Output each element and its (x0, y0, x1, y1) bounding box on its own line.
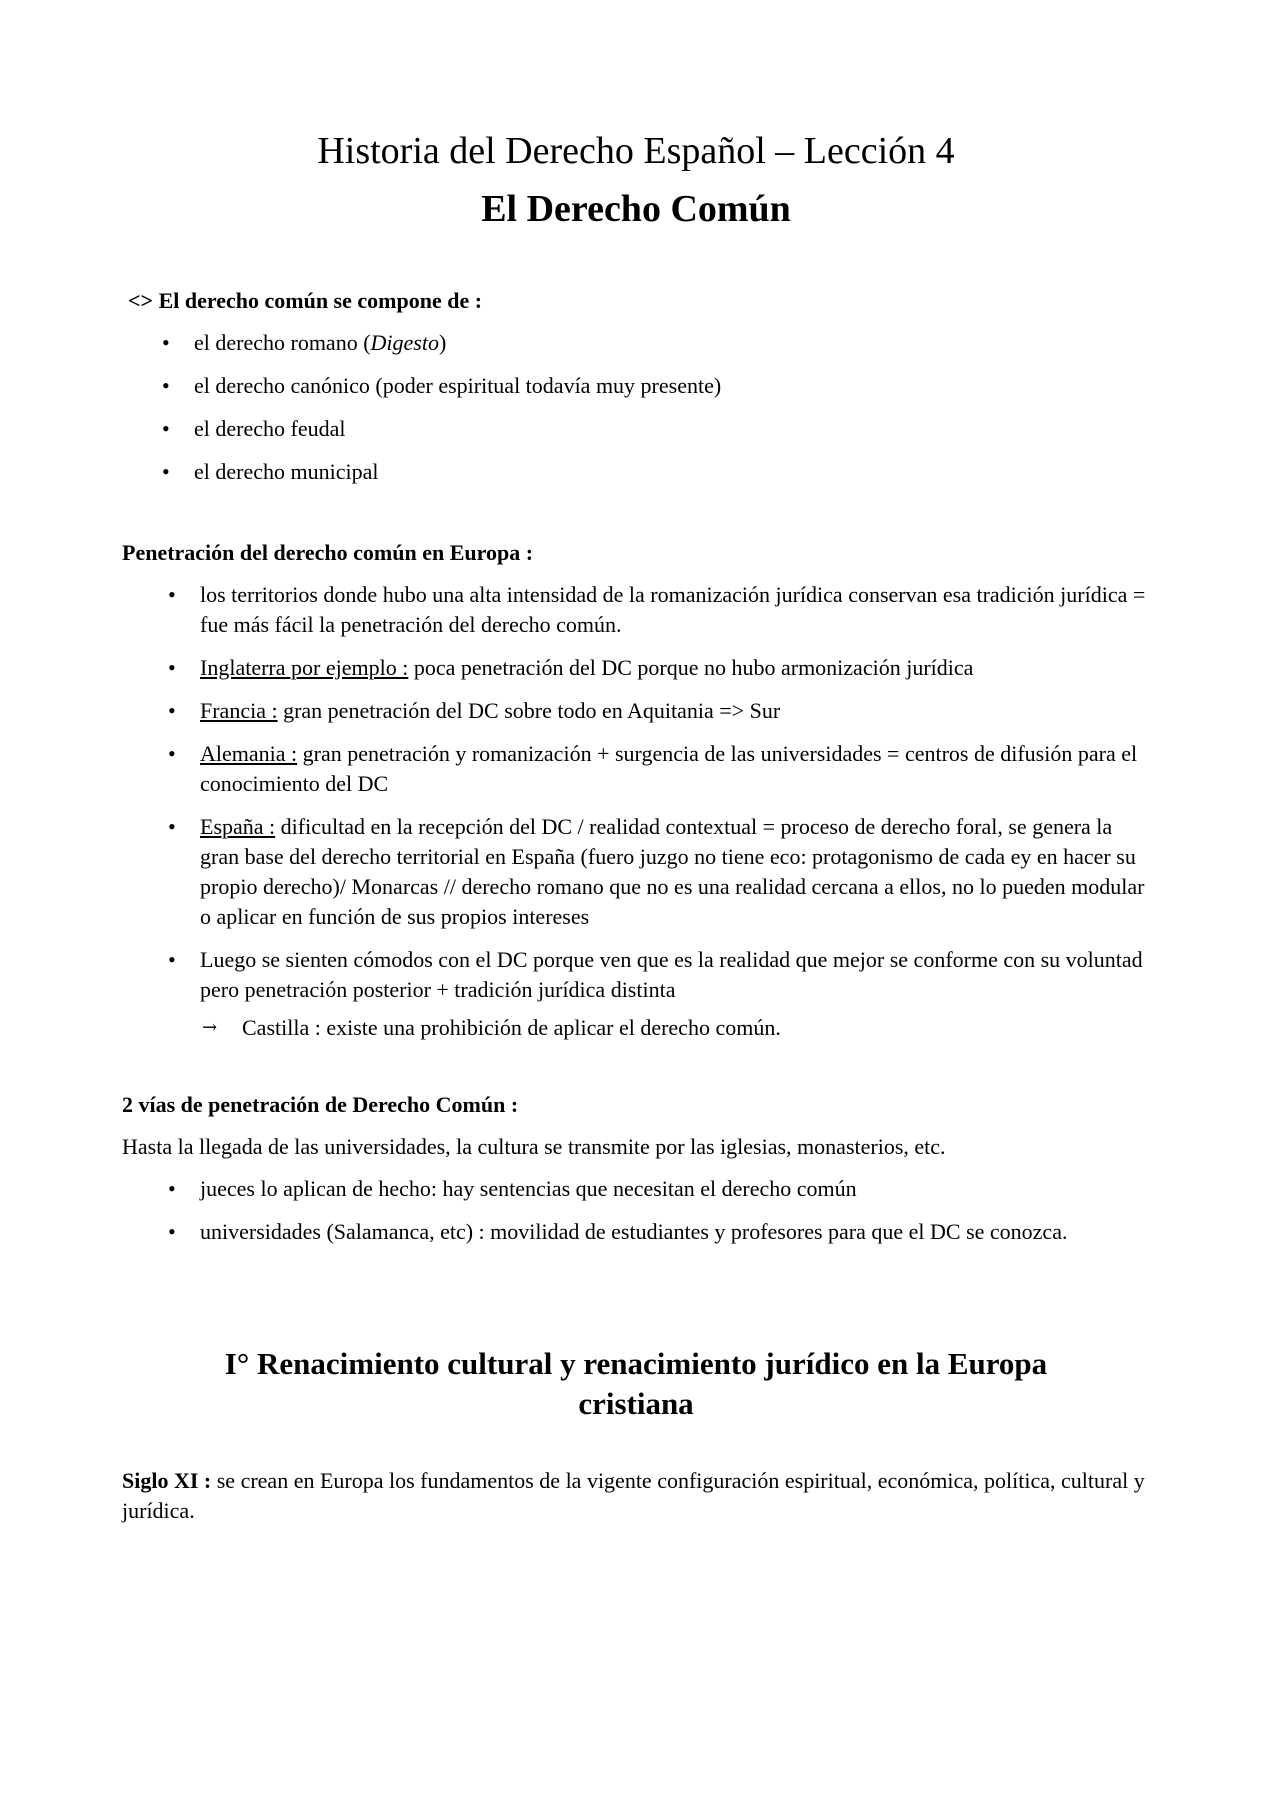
bullet-icon: • (168, 698, 176, 723)
list-item: • el derecho municipal (116, 457, 1150, 487)
bullet-icon: • (168, 1176, 176, 1201)
section-heading-europe: Penetración del derecho común en Europa : (122, 540, 534, 565)
bullet-icon: • (168, 947, 176, 972)
bullet-icon: • (168, 582, 176, 607)
europe-list (122, 580, 1150, 1005)
bullet-icon: • (168, 814, 176, 839)
vias-list (122, 1174, 1150, 1247)
composition-list (116, 328, 1150, 487)
siglo-xi-paragraph: Siglo XI : se crean en Europa los fundamentos de la vigente configuración espiritual, económica, política, cultural y jurídica. (122, 1468, 1145, 1523)
bullet-icon: • (168, 741, 176, 766)
section-intro: Hasta la llegada de las universidades, la cultura se transmite por las iglesias, monasterios, etc. (122, 1134, 946, 1159)
list-item: • universidades (Salamanca, etc) : movilidad de estudiantes y profesores para que el DC se conozca. (122, 1217, 1150, 1247)
list-item: • Luego se sienten cómodos con el DC porque ven que es la realidad que mejor se conforme con su voluntad pero penetración posterior + tradición jurídica distinta (168, 947, 1143, 1002)
list-item: • el derecho feudal (116, 414, 1150, 444)
section-heading-composition: <> El derecho común se compone de : (128, 288, 483, 313)
bullet-icon: • (162, 330, 170, 355)
bullet-icon: • (162, 373, 170, 398)
list-item: • Alemania : gran penetración y romanización + surgencia de las universidades = centros de difusión para el conocimiento del DC (168, 741, 1138, 796)
arrow-note: → Castilla : existe una prohibición de aplicar el derecho común. (122, 1013, 1150, 1043)
bullet-icon: • (168, 655, 176, 680)
section-heading-vias: 2 vías de penetración de Derecho Común : (122, 1092, 519, 1117)
document-title: Historia del Derecho Español – Lección 4 (317, 130, 955, 172)
country-label: España : (200, 814, 276, 839)
section-title-renacimiento: I° Renacimiento cultural y renacimiento jurídico en la Europa cristiana (224, 1346, 1048, 1421)
list-item: • España : dificultad en la recepción del DC / realidad contextual = proceso de derecho foral, se genera la gran base del derecho territorial en España (fuero juzgo no tiene eco: protagonismo de cada ey en hacer su propio derecho)/ Monarcas // derecho romano que no es una realidad cercana a ellos, no lo pueden modular o aplicar en función de sus propios intereses (168, 814, 1145, 929)
country-label: Inglaterra por ejemplo : (200, 655, 409, 680)
country-label: Francia : (200, 698, 278, 723)
list-item: • el derecho canónico (poder espiritual todavía muy presente) (116, 371, 1150, 401)
list-item: • Inglaterra por ejemplo : poca penetración del DC porque no hubo armonización jurídica (122, 653, 1150, 683)
bullet-icon: • (162, 459, 170, 484)
country-label: Alemania : (200, 741, 298, 766)
list-item: • jueces lo aplican de hecho: hay sentencias que necesitan el derecho común (122, 1174, 1150, 1204)
list-item: • Francia : gran penetración del DC sobre todo en Aquitania => Sur (122, 696, 1150, 726)
bullet-icon: • (162, 416, 170, 441)
bullet-icon: • (168, 1219, 176, 1244)
list-item: • los territorios donde hubo una alta intensidad de la romanización jurídica conservan esa tradición jurídica = fue más fácil la penetración del derecho común. (168, 582, 1146, 637)
list-item: • el derecho romano (Digesto) (116, 328, 1150, 358)
document-subtitle: El Derecho Común (481, 188, 791, 230)
arrow-right-icon: → (202, 1017, 218, 1038)
